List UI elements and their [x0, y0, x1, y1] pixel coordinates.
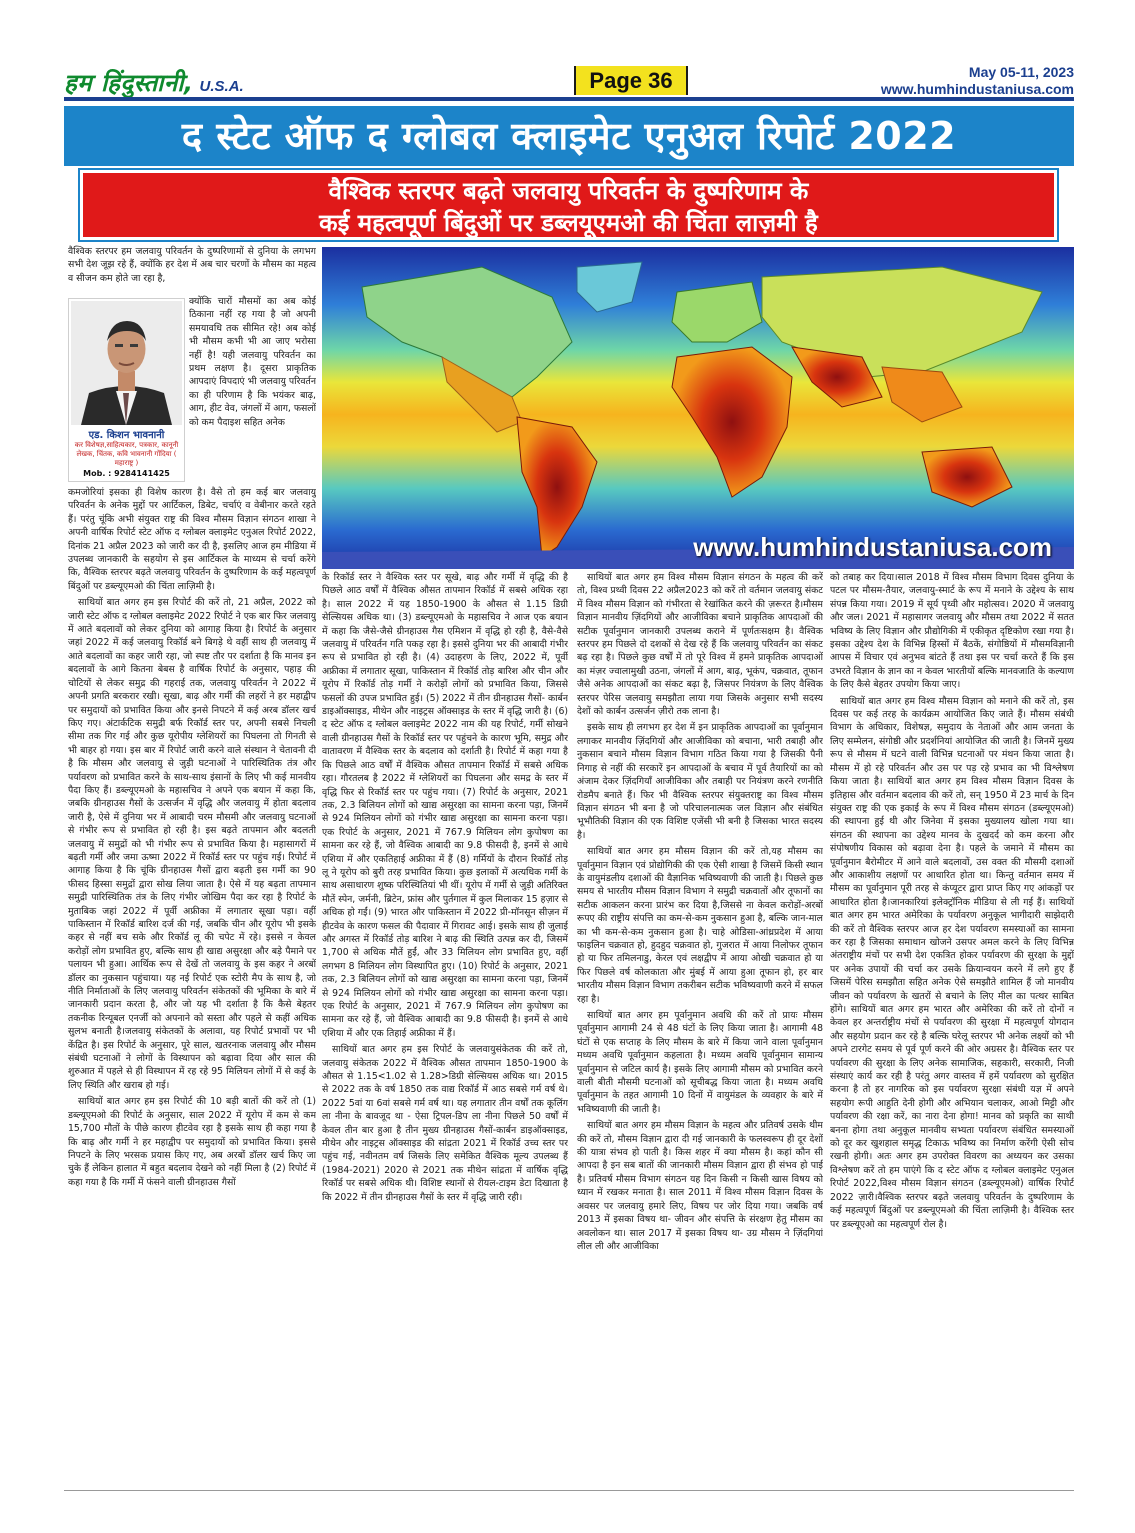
issue-date: May 05-11, 2023: [968, 64, 1074, 80]
article-paragraph: साथियों बात अगर हम इस रिपोर्ट के जलवायुसंकेतक की करें तो, जलवायु संकेतक 2022 में वैश्विक औसत तापमान 1850-1900 के औसत से 1.15<1.02 से 1.28>डिग्री सेल्सियस अधिक था। 2015 से 2022 तक के वर्ष 1850 तक वाद्य रिकॉर्ड में आठ सबसे गर्म वर्ष थे। 2022 5वां या 6वां सबसे गर्म वर्ष था। यह लगातार तीन वर्षों तक कूलिंग ला नीना के बावजूद था - ऐसा ट्रिपल-डिप ला नीना पिछले 50 वर्षों में केवल तीन बार हुआ है तीन मुख्य ग्रीनहाउस गैसों-कार्बन डाइऑक्साइड, मीथेन और नाइट्रस ऑक्साइड की सांद्रता 2021 में रिकॉर्ड उच्च स्तर पर पहुंच गई, नवीनतम वर्ष जिसके लिए समेकित वैश्विक मूल्य उपलब्ध हैं (1984-2021) 2020 से 2021 तक मीथेन सांद्रता में वार्षिक वृद्धि रिकॉर्ड पर सबसे अधिक थी। विशिष्ट स्थानों से रीयल-टाइम डेटा दिखाता है कि 2022 में तीन ग्रीनहाउस गैसों के स्तर में वृद्धि जारी रही।: [322, 1044, 568, 1203]
article-column-3: [577, 571, 823, 1486]
article-paragraph: इसके साथ ही लगभग हर देश में इन प्राकृतिक आपदाओं का पूर्वानुमान लगाकर मानवीय ज़िंदगियों और आजीविका को बचाना, भारी तबाही और नुकसान बचाने मौसम विज्ञान विभाग गठित किया गया है जिसकी पैनी निगाह से नहीं की सरकारें इन आपदाओं के बचाव में पूर्व तैयारियों का को अंजाम देकर ज़िंदगियाँ आजीविका और तबाही पर नियंत्रण करने रणनीति रोडमैप बनाते हैं। फिर भी वैश्विक स्तरपर संयुक्तराष्ट्र का विश्व मौसम विज्ञान संगठन भी बना है जो परिचालनात्मक जल विज्ञान और संबंधित भूभौतिकी विज्ञान की एक विशिष्ट एजेंसी भी बनी है जिसका भारत सदस्य है।: [577, 722, 823, 841]
masthead: [64, 66, 1074, 96]
author-mobile: Mob. : 9284141425: [83, 469, 170, 478]
article-paragraph: साथियों बात अगर हम इस रिपोर्ट की 10 बड़ी बातों की करें तो (1) डब्ल्यूएमओ की रिपोर्ट के अनुसार, साल 2022 में यूरोप में कम से कम 15,700 मौतों के पीछे कारण हीटवेव रहा है इसके साथ ही कहा गया है कि बाढ़ और गर्मी ने हर महाद्वीप पर समुदायों को प्रभावित किया। इससे निपटने के लिए भरसक प्रयास किए गए, अब अरबों डॉलर खर्च किए जा चुके हैं लेकिन हालात में बहुत बदलाव देखने को नहीं मिला है (2) रिपोर्ट में कहा गया है कि गर्मी में फंसने वाली ग्रीनहाउस गैसों: [68, 1096, 316, 1188]
article-paragraph: साथियों बात अगर हम इस रिपोर्ट की करें तो, 21 अप्रैल, 2022 को जारी स्टेट ऑफ द ग्लोबल क्लाइमेट 2022 रिपोर्ट ने एक बार फिर जलवायु में आते बदलावों को लेकर दुनिया को आगाह किया है। रिपोर्ट के अनुसार जहां 2022 में कई जलवायु रिकॉर्ड बने बिगड़े थे वहीं साथ ही जलवायु में आते बदलावों का कहर जारी रहा, जो स्पष्ट तौर पर दर्शाता है कि मानव इन बदलावों के आगे कितना बेबस है वार्षिक रिपोर्ट के अनुसार, पहाड़ की चोटियों से लेकर समुद्र की गहराई तक, जलवायु परिवर्तन ने 2022 में अपनी प्रगति बरकरार रखी। सूखा, बाढ़ और गर्मी की लहरों ने हर महाद्वीप पर समुदायों को प्रभावित किया और इनसे निपटने में कई अरब डॉलर खर्च किए गए। अंटार्कटिक समुद्री बर्फ रिकॉर्ड स्तर पर, अपनी सबसे निचली सीमा तक गिर गई और कुछ यूरोपीय ग्लेशियरों का पिघलना तो गिनती से भी बाहर हो गया। इस बार में रिपोर्ट जारी करने वाले संस्थान ने चेतावनी दी है कि मौसम और जलवायु से जुड़ी घटनाओं ने पारिस्थितिक तंत्र और पर्यावरण को प्रभावित करने के साथ-साथ इंसानों के लिए भी कई मानवीय पैदा किए हैं। डब्ल्यूएमओ के महासचिव ने अपने एक बयान में कहा कि, जबकि ग्रीनहाउस गैसों के उत्सर्जन में वृद्धि और जलवायु में होता बदलाव जारी है, ऐसे में दुनिया भर में आबादी चरम मौसमी और जलवायु घटनाओं से गंभीर रूप से प्रभावित हो रही है। इस बढ़ते तापमान और बदलती जलवायु में समुद्रों को भी गंभीर रूप से प्रभावित किया है। महासागरों में बढ़ती गर्मी और जमा ऊष्मा 2022 में रिकॉर्ड स्तर पर पहुंच गई। रिपोर्ट में आगाह किया है कि चूंकि ग्रीनहाउस गैसों द्वारा बढ़ती इस गर्मी का 90 फीसद हिस्सा समुद्रों द्वारा सोख लिया जाता है। ऐसे में यह बढ़ता तापमान समुद्री पारिस्थितिक तंत्र के लिए गंभीर जोखिम पैदा कर रहा है रिपोर्ट के मुताबिक जहां 2022 में पूर्वी अफ्रीका में लगातार सूखा पड़ा। वहीं पाकिस्तान में रिकॉर्ड बारिश दर्ज की गई, जबकि चीन और यूरोप भी इसके कहर से नहीं बच सके और रिकॉर्ड लू की चपेट में रहे। इससे न केवल करोड़ों लोग प्रभावित हुए, बल्कि साथ ही खाद्य असुरक्षा और बड़े पैमाने पर पलायन भी हुआ। आर्थिक रूप से देखें तो जलवायु के इस कहर ने अरबों डॉलर का नुकसान पहुंचाया। यह नई रिपोर्ट एक स्टोरी मैप के साथ है, जो नीति निर्माताओं के लिए जलवायु परिवर्तन संकेतकों की भूमिका के बारे में जानकारी प्रदान करता है, और जो यह भी दर्शाता है कि कैसे बेहतर तकनीक रिन्यूबल एनर्जी को अपनाने को सस्ता और पहले से कहीं अधिक सुलभ बनाती है।जलवायु संकेतकों के अलावा, यह रिपोर्ट प्रभावों पर भी केंद्रित है। इस रिपोर्ट के अनुसार, पूरे साल, खतरनाक जलवायु और मौसम संबंधी घटनाओं ने लोगों के विस्थापन को बढ़ावा दिया और साल की शुरुआत में पहले से ही विस्थापन में रह रहे 95 मिलियन लोगों में से कई के लिए स्थिति और खराब हो गई।: [68, 597, 316, 1091]
world-temperature-map: [322, 247, 1074, 569]
article-column-1-beside-photo: [189, 295, 316, 485]
article-paragraph: क्योंकि चारों मौसमों का अब कोई ठिकाना नहीं रह गया है जो अपनी समयावधि तक सीमित रहे! अब कोई भी मौसम कभी भी आ जाए भरोसा नहीं है! यही जलवायु परिवर्तन का प्रथम लक्षण है। दूसरा प्राकृतिक आपदाएं विपदाएं भी जलवायु परिवर्तन का ही परिणाम है कि भयंकर बाढ़, आग, हीट वेव, जंगलों में आग, फसलों को कम पैदाइश सहित अनेक: [189, 296, 316, 428]
article-paragraph: साथियों बात अगर हम मौसम विज्ञान के महत्व और प्रतिवर्ष उसके थीम की करें तो, मौसम विज्ञान द्वारा दी गई जानकारी के फलस्वरूप ही दूर देशों की यात्रा संभव हो पाती है। किस शहर में क्या मौसम है। कहां कौन सी आपदा है इन सब बातों की जानकारी मौसम विज्ञान द्वारा ही संभव हो पाई है। प्रतिवर्ष मौसम विभाग संगठन यह दिन किसी न किसी खास विषय को ध्यान में रखकर मनाता है। साल 2011 में विश्व मौसम विज्ञान दिवस के अवसर पर जलवायु हमारे लिए, विषय पर जोर दिया गया। जबकि वर्ष 2013 में इसका विषय था- जीवन और संपत्ति के संरक्षण हेतु मौसम का अवलोकन था। साल 2017 में इसका विषय था- उग्र मौसम ने ज़िंदगियां लील ली और आजीविका: [577, 1120, 823, 1252]
author-card: [68, 298, 185, 482]
subheadline-band: [80, 170, 1057, 240]
bottom-rule: [64, 1490, 1074, 1491]
page-number: Page 36: [589, 68, 673, 93]
masthead-rule: [64, 97, 1074, 101]
article-paragraph: साथियों बात अगर हम मौसम विज्ञान की करें तो,यह मौसम का पूर्वानुमान विज्ञान एवं प्रोद्योगिकी की एक ऐसी शाखा है जिसमें किसी स्थान के वायुमंडलीय दशाओं की वैज्ञानिक भविष्यवाणी की जाती है। पिछले कुछ समय से भारतीय मौसम विज्ञान विभाग ने समुद्री चक्रवातों और तूफानों का सटीक आकलन करना प्रारंभ कर दिया है,जिससे ना केवल करोड़ों-अरबों रूपए की राष्ट्रीय संपत्ति का कम-से-कम नुकसान हुआ है, बल्कि जान-माल का भी कम-से-कम नुकसान हुआ है। चाहे ओडिसा-आंध्रप्रदेश में आया फाइलिन चक्रवात हो, हुदहुद चक्रवात हो, गुजरात में आया निलोफर तूफान हो या फिर तमिलनाडु, केरल एवं लक्षद्वीप में आया ओखी चक्रवात हो या फिर पिछले वर्ष कोलकाता और मुंबई में आया हुआ तूफान हो, हर बार भारतीय मौसम विज्ञान विभाग तकरीबन सटीक भविष्यवाणी करने में सफल रहा है।: [577, 846, 823, 1005]
article-column-1: [68, 486, 316, 1486]
author-portrait-icon: [71, 301, 182, 425]
article-paragraph: को तबाह कर दिया।साल 2018 में विश्व मौसम विभाग दिवस दुनिया के पटल पर मौसम-तैयार, जलवायु-स्मार्ट के रूप में मनाने के उद्देश्य के साथ संपन्न किया गया। 2019 में सूर्य पृथ्वी और महोत्सव। 2020 में जलवायु और जल। 2021 में महासागर जलवायु और मौसम तथा 2022 में सतत भविष्य के लिए विज्ञान और प्रौद्योगिकी में एकीकृत दृष्टिकोण रखा गया है। इसका उद्देश्य देश के विभिन्न हिस्सों में बैठकें, संगोष्ठियों में मौसमविज्ञानी आपस में विचार एवं अनुभव बांटते हैं तथा इस पर चर्चा करते हैं कि इस उभरते विज्ञान के ज्ञान का न केवल भारतीयों बल्कि मानवजाति के कल्याण के लिए कैसे बेहतर उपयोग किया जाए।: [830, 572, 1074, 691]
author-role: कर विशेषज्ञ,साहित्यकार, पत्रकार, कानूनी लेखक, चिंतक, कवि भावनानी गोंदिया ( महाराष्ट्र ): [74, 441, 179, 467]
website-url: www.humhindustaniusa.com: [880, 81, 1074, 97]
headline: द स्टेट ऑफ द ग्लोबल क्लाइमेट एनुअल रिपोर्ट 2022: [181, 114, 957, 158]
map-watermark: www.humhindustaniusa.com: [693, 532, 1052, 562]
article-paragraph: साथियों बात अगर हम विश्व मौसम विज्ञान को मनाने की करें तो, इस दिवस पर कई तरह के कार्यक्रम आयोजित किए जाते हैं। मौसम संबंधी विभाग के अधिकार, विशेषज्ञ, समुदाय के नेताओं और आम जनता के लिए सम्मेलन, संगोष्ठी और प्रदर्शनियां आयोजित की जाती है। जिनमें मुख्य रूप से मौसम में घटने वाली विभिन्न घटनाओं पर मंथन किया जाता है। मौसम में हो रहे परिवर्तन और उस पर पड़ रहे प्रभाव का भी विश्लेषण किया जाता है। साथियों बात अगर हम विश्व मौसम विज्ञान दिवस के इतिहास और वर्तमान बदलाव की करें तो, सन् 1950 में 23 मार्च के दिन संयुक्त राष्ट्र की एक इकाई के रूप में विश्व मौसम संगठन (डब्ल्यूएमओ) की स्थापना हुई थी और जिनेवा में इसका मुख्यालय खोला गया था। संगठन की स्थापना का उद्देश्य मानव के दुखदर्द को कम करना और संपोषणीय विकास को बढ़ावा देना है। पहले के जमाने में मौसम का पूर्वानुमान बैरोमीटर में आने वाले बदलावों, उस वक्त की मौसमी दशाओं और आकाशीय लक्षणों पर आधारित होता था। किन्तु वर्तमान समय में मौसम का पूर्वानुमान पूरी तरह से कंप्यूटर द्वारा प्राप्त किए गए आंकड़ों पर आधारित होता है।जानकारियां इलेक्ट्रॉनिक मीडिया से ली गई हैं। साथियों बात अगर हम भारत अमेरिका के पर्यावरण अनुकूल भागीदारी साझेदारी की करें तो वैश्विक स्तरपर आज हर देश पर्यावरण समस्याओं का सामना कर रहा है जिसका समाधान खोजने उसपर अमल करने के लिए विभिन्न अंतराष्ट्रीय मंचों पर सभी देश एकत्रित होकर पर्यावरण की सुरक्षा के मुद्दों पर अनेक उपायों की चर्चा कर उसके क्रियान्वयन करने में लगे हुए हैं जिसमें पेरिस समझौता सहित अनेक ऐसे समझौते शामिल हैं जो मानवीय जीवन को पर्यावरण के खतरों से बचाने के लिए मील का पत्थर साबित होंगे। साथियों बात अगर हम भारत और अमेरिका की करें तो दोनों न केवल हर अन्तर्राष्ट्रीय मंचों से पर्यावरण की सुरक्षा में महत्वपूर्ण योगदान और सहयोग प्रदान कर रहे है बल्कि घरेलू स्तरपर भी अनेक लक्ष्यों को भी अपने टारगेट समय से पूर्व पूर्ण करने की ओर अग्रसर है। वैश्विक स्तर पर पर्यावरण की सुरक्षा के लिए अनेक सामाजिक, सहकारी, सरकारी, निजी संस्थाएं कार्य कर रही है परंतु अगर वास्तव में हमें पर्यावरण को सुरक्षित करना है तो हर नागरिक को इस पर्यावरण सुरक्षा संबंधी यज्ञ में अपने सहयोग रूपी आहुति देनी होगी और अभियान चलाकर, आओ मिट्टी और पर्यावरण की रक्षा करें, का नारा देना होगा! मानव को प्रकृति का साथी बनना होगा तथा अनुकूल मानवीय सभ्यता पर्यावरण संबंधित समस्याओं को दूर कर खुशहाल समृद्ध टिकाऊ भविष्य का निर्माण करेंगी ऐसी सोच रखनी होगी। अतः अगर हम उपरोक्त विवरण का अध्ययन कर उसका विश्लेषण करें तो हम पाएंगे कि द स्टेट ऑफ द ग्लोबल क्लाइमेट एनुअल रिपोर्ट 2022,विश्व मौसम विज्ञान संगठन (डब्ल्यूएमओ) वार्षिक रिपोर्ट 2022 ज़ारी।वैश्विक स्तरपर बढ़ते जलवायु परिवर्तन के दुष्परिणाम के कई महत्वपूर्ण बिंदुओं पर डब्ल्यूएमओ की चिंता लाज़िमी है। वैश्विक स्तर पर डब्ल्यूएओ का महत्वपूर्ण रोल है।: [830, 695, 1074, 1230]
brand-block: [64, 66, 244, 97]
author-name: एड. किशन भावनानी: [88, 430, 165, 441]
subheadline-line-1: वैश्विक स्तरपर बढ़ते जलवायु परिवर्तन के दुष्परिणाम के: [328, 177, 809, 205]
issue-info: [881, 64, 1074, 97]
article-paragraph: साथियों बात अगर हम पूर्वानुमान अवधि की करें तो प्रायः मौसम पूर्वानुमान आगामी 24 से 48 घंटों के लिए किया जाता है। आगामी 48 घंटों से एक सप्ताह के लिए मौसम के बारे में किया जाने वाला पूर्वानुमान मध्यम अवधि पूर्वानुमान कहलाता है। मध्यम अवधि पूर्वानुमान सामान्य पूर्वानुमान से जटिल कार्य है। इसके लिए आगामी मौसम को प्रभावित करने वाली बीती मौसमी घटनाओं को सूचीबद्ध किया जाता है। मध्यम अवधि पूर्वानुमान के तहत आगामी 10 दिनों में वायुमंडल के व्यवहार के बारे में भविष्यवाणी की जाती है।: [577, 1010, 823, 1115]
brand-edition: U.S.A.: [199, 78, 244, 95]
world-map-graphic: [322, 247, 1074, 569]
subheadline-line-2: कई महत्वपूर्ण बिंदुओं पर डब्लयूएमओ की चिंता लाज़मी है: [319, 209, 818, 237]
article-paragraph: के रिकॉर्ड स्तर ने वैश्विक स्तर पर सूखे, बाढ़ और गर्मी में वृद्धि की है पिछले आठ वर्षों में वैश्विक औसत तापमान रिकॉर्ड में सबसे अधिक रहा है। साल 2022 में यह 1850-1900 के औसत से 1.15 डिग्री सेल्सियस अधिक था। (3) डब्ल्यूएमओ के महासचिव ने आज एक बयान में कहा कि जैसे-जैसे ग्रीनहाउस गैस एमिशन में वृद्धि हो रही है, वैसे-वैसे जलवायु में परिवर्तन गति पकड़ रहा है। इससे दुनिया भर की आबादी गंभीर रूप से प्रभावित हो रही है। (4) उदाहरण के लिए, 2022 में, पूर्वी अफ्रीका में लगातार सूखा, पाकिस्तान में रिकॉर्ड तोड़ बारिश और चीन और यूरोप में रिकॉर्ड तोड़ गर्मी ने करोड़ों लोगों को प्रभावित किया, जिससे फसलों की उपज प्रभावित हुई। (5) 2022 में तीन ग्रीनहाउस गैसों- कार्बन डाइऑक्साइड, मीथेन और नाइट्रस ऑक्साइड के स्तर में वृद्धि जारी है। (6) द स्टेट ऑफ द ग्लोबल क्लाइमेट 2022 नाम की यह रिपोर्ट, गर्मी सोखने वाली ग्रीनहाउस गैसों के रिकॉर्ड स्तर पर पहुंचने के कारण भूमि, समुद्र और वातावरण में वैश्विक स्तर के बदलाव को दर्शाती है। रिपोर्ट में कहा गया है कि पिछले आठ वर्षों में वैश्विक औसत तापमान रिकॉर्ड में सबसे अधिक रहा। गौरतलब है 2022 में ग्लेशियरों का पिघलना और समद्र के स्तर में वृद्धि फिर से रिकॉर्ड स्तर पर पहुंच गया। (7) रिपोर्ट के अनुसार, 2021 तक, 2.3 बिलियन लोगों को खाद्य असुरक्षा का सामना करना पड़ा, जिनमें से 924 मिलियन लोगों को गंभीर खाद्य असुरक्षा का सामना करना पड़ा। एक रिपोर्ट के अनुसार, 2021 में 767.9 मिलियन लोग कुपोषण का सामना कर रहे हैं, जो वैश्विक आबादी का 9.8 फीसदी है, इनमें से आधे एशिया में और एकतिहाई अफ्रीका में हैं (8) गर्मियों के दौरान रिकॉर्ड तोड़ लू ने यूरोप को बुरी तरह प्रभावित किया। कुछ इलाकों में अत्यधिक गर्मी के साथ असाधारण शुष्क परिस्थितियां भी थीं। यूरोप में गर्मी से जुड़ी अतिरिक्त मौतें स्पेन, जर्मनी, ब्रिटेन, फ्रांस और पुर्तगाल में कुल मिलाकर 15 हज़ार से अधिक हो गईं। (9) भारत और पाकिस्तान में 2022 प्री-मॉनसून सीज़न में हीटवेव के कारण फसल की पैदावार में गिरावट आई। इसके साथ ही जुलाई और अगस्त में रिकॉर्ड तोड़ बारिश ने बाढ़ की स्थिति उत्पन्न कर दी, जिसमें 1,700 से अधिक मौतें हुईं, और 33 मिलियन लोग प्रभावित हुए, वहीं लगभग 8 मिलियन लोग विस्थापित हुए। (10) रिपोर्ट के अनुसार, 2021 तक, 2.3 बिलियन लोगों को खाद्य असुरक्षा का सामना करना पड़ा, जिनमें से 924 मिलियन लोगों को गंभीर खाद्य असुरक्षा का सामना करना पड़ा। एक रिपोर्ट के अनुसार, 2021 में 767.9 मिलियन लोग कुपोषण का सामना कर रहे हैं, जो वैश्विक आबादी का 9.8 फीसदी है। इनमें से आधे एशिया में और एक तिहाई अफ्रीका में हैं।: [322, 572, 568, 1039]
article-column-2: [322, 571, 568, 1486]
article-paragraph: साथियों बात अगर हम विश्व मौसम विज्ञान संगठन के महत्व की करें तो, विश्व प्रथ्वी दिवस 22 अप्रैल2023 को करें तो वर्तमान जलवायु संकट में विश्व मौसम विज्ञान को गंभीरता से रेखांकित करने की ज़रूरत है।मौसम विज्ञान मानवीय ज़िंदगियों और आजीविका बचाने प्राकृतिक आपदाओं की सटीक पूर्वानुमान जानकारी उपलब्ध कराने में पूर्णतःसक्षम है। वैश्विक स्तरपर हम पिछले दो दशकों से देख रहे हैं कि जलवायु परिवर्तन का संकट बढ़ रहा है। पिछले कुछ वर्षों में तो पूरे विश्व में हमने प्राकृतिक आपदाओं का मंज़र ज्वालामुखी उठना, जंगलों में आग, बाढ़, भूकंप, चक्रवात, तूफान जैसे अनेक आपदाओं का संकट बढ़ा है, जिसपर नियंत्रण के लिए वैश्विक स्तरपर पेरिस जलवायु समझौता लाया गया जिसके अनुसार सभी सदस्य देशों को कार्बन उत्सर्जन ज़ीरो तक लाना है।: [577, 572, 823, 718]
article-paragraph: कमजोरियां इसका ही विशेष कारण है। वैसे तो हम कई बार जलवायु परिवर्तन के अनेक मुद्दों पर आर्टिकल, डिबेट, चर्चाएं व वेबीनार करते रहते हैं। परंतु चूंकि अभी संयुक्त राष्ट्र की विश्व मौसम विज्ञान संगठन शाखा ने अपनी वार्षिक रिपोर्ट स्टेट ऑफ द ग्लोबल क्लाइमेट एनुअल रिपोर्ट 2022, दिनांक 21 अप्रैल 2023 को जारी कर दी है, इसलिए आज हम मीडिया में उपलब्ध जानकारी के सहयोग से इस आर्टिकल के माध्यम से चर्चा करेंगे कि, वैश्विक स्तरपर बढ़ते जलवायु परिवर्तन के दुष्परिणाम के कई महत्वपूर्ण बिंदुओं पर डब्ल्यूएमओ की चिंता लाज़िमी है।: [68, 487, 316, 592]
article-column-1-intro: [68, 245, 316, 295]
brand-name: हम हिंदुस्तानी,: [64, 69, 194, 97]
article-paragraph: वैश्विक स्तरपर हम जलवायु परिवर्तन के दुष्परिणामों से दुनिया के लगभग सभी देश जूझ रहे हैं, क्योंकि हर देश में अब चार चरणों के मौसम का महत्व व सीजन कम होते जा रहा है,: [68, 246, 316, 284]
headline-band: [64, 106, 1074, 166]
page-number-tab: [574, 66, 688, 95]
author-photo: [71, 301, 182, 425]
article-column-4: [830, 571, 1074, 1486]
